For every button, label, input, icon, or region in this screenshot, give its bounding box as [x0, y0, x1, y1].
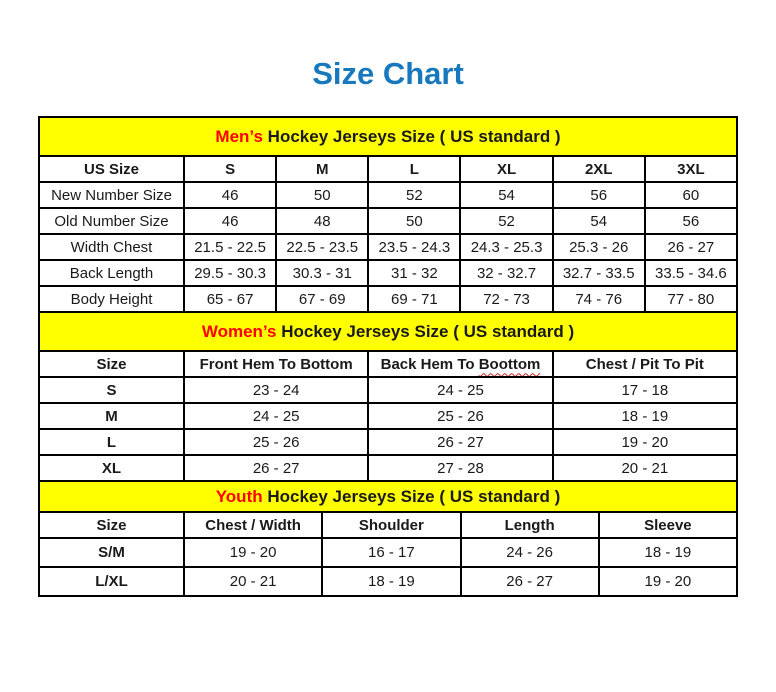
mens-value-cell: 23.5 - 24.3 — [368, 234, 460, 260]
youth-value-cell: 19 - 20 — [599, 567, 737, 596]
womens-value-cell: 25 - 26 — [184, 429, 368, 455]
womens-value-cell: 27 - 28 — [368, 455, 552, 481]
youth-table-row — [39, 538, 737, 567]
mens-value-cell: 67 - 69 — [276, 286, 368, 312]
womens-value-cell: 20 - 21 — [553, 455, 737, 481]
mens-value-cell: 26 - 27 — [645, 234, 737, 260]
youth-value-cell: 16 - 17 — [322, 538, 460, 567]
mens-row-label: Width Chest — [39, 234, 184, 260]
mens-header-row — [39, 156, 737, 182]
mens-value-cell: 21.5 - 22.5 — [184, 234, 276, 260]
womens-row-label: L — [39, 429, 184, 455]
youth-col-header: Length — [461, 512, 599, 538]
youth-band-accent: Youth — [215, 486, 263, 506]
page-title: Size Chart — [312, 56, 464, 91]
womens-value-cell: 24 - 25 — [368, 377, 552, 403]
mens-value-cell: 56 — [645, 208, 737, 234]
youth-value-cell: 19 - 20 — [184, 538, 322, 567]
womens-table-row — [39, 429, 737, 455]
mens-value-cell: 50 — [276, 182, 368, 208]
womens-col-header: Size — [39, 351, 184, 377]
youth-value-cell: 24 - 26 — [461, 538, 599, 567]
womens-row-label: M — [39, 403, 184, 429]
mens-table-row — [39, 286, 737, 312]
youth-band-row — [39, 481, 737, 512]
mens-table-row — [39, 260, 737, 286]
womens-band-accent: Women’s — [201, 321, 277, 341]
size-chart-container — [38, 116, 738, 597]
mens-col-header: XL — [460, 156, 552, 182]
mens-band-cell — [39, 117, 737, 156]
mens-row-label: Back Length — [39, 260, 184, 286]
womens-col-header: Back Hem To Boottom — [368, 351, 552, 377]
mens-value-cell: 48 — [276, 208, 368, 234]
womens-col-header: Chest / Pit To Pit — [553, 351, 737, 377]
mens-table-row — [39, 182, 737, 208]
youth-col-header: Sleeve — [599, 512, 737, 538]
womens-value-cell: 18 - 19 — [553, 403, 737, 429]
youth-size-table — [38, 480, 738, 597]
mens-row-label: Old Number Size — [39, 208, 184, 234]
mens-value-cell: 22.5 - 23.5 — [276, 234, 368, 260]
womens-table-body — [39, 377, 737, 481]
mens-value-cell: 52 — [368, 182, 460, 208]
mens-band-text: Hockey Jerseys Size ( US standard ) — [262, 126, 561, 146]
youth-table-body — [39, 538, 737, 596]
womens-table-row — [39, 403, 737, 429]
youth-value-cell: 26 - 27 — [461, 567, 599, 596]
mens-col-header: M — [276, 156, 368, 182]
mens-row-label: New Number Size — [39, 182, 184, 208]
youth-header-row — [39, 512, 737, 538]
womens-row-label: S — [39, 377, 184, 403]
youth-table-row — [39, 567, 737, 596]
mens-value-cell: 69 - 71 — [368, 286, 460, 312]
mens-value-cell: 72 - 73 — [460, 286, 552, 312]
womens-header-row — [39, 351, 737, 377]
womens-value-cell: 23 - 24 — [184, 377, 368, 403]
mens-row-label: Body Height — [39, 286, 184, 312]
mens-value-cell: 32.7 - 33.5 — [553, 260, 645, 286]
mens-table-row — [39, 208, 737, 234]
mens-col-header: L — [368, 156, 460, 182]
mens-value-cell: 33.5 - 34.6 — [645, 260, 737, 286]
womens-value-cell: 26 - 27 — [368, 429, 552, 455]
mens-value-cell: 56 — [553, 182, 645, 208]
womens-value-cell: 24 - 25 — [184, 403, 368, 429]
womens-band-text: Hockey Jerseys Size ( US standard ) — [276, 321, 575, 341]
womens-table-row — [39, 377, 737, 403]
mens-band-row — [39, 117, 737, 156]
womens-size-table — [38, 311, 738, 482]
misspelled-word: Boottom — [478, 355, 541, 373]
womens-band-row — [39, 312, 737, 351]
youth-value-cell: 20 - 21 — [184, 567, 322, 596]
mens-value-cell: 29.5 - 30.3 — [184, 260, 276, 286]
youth-col-header: Size — [39, 512, 184, 538]
mens-value-cell: 24.3 - 25.3 — [460, 234, 552, 260]
mens-value-cell: 54 — [553, 208, 645, 234]
youth-value-cell: 18 - 19 — [599, 538, 737, 567]
youth-row-label: S/M — [39, 538, 184, 567]
youth-col-header: Shoulder — [322, 512, 460, 538]
mens-value-cell: 31 - 32 — [368, 260, 460, 286]
womens-value-cell: 17 - 18 — [553, 377, 737, 403]
womens-value-cell: 25 - 26 — [368, 403, 552, 429]
mens-value-cell: 50 — [368, 208, 460, 234]
mens-col-header: 2XL — [553, 156, 645, 182]
youth-col-header: Chest / Width — [184, 512, 322, 538]
mens-table-body — [39, 182, 737, 312]
mens-value-cell: 32 - 32.7 — [460, 260, 552, 286]
youth-row-label: L/XL — [39, 567, 184, 596]
mens-value-cell: 46 — [184, 182, 276, 208]
mens-value-cell: 52 — [460, 208, 552, 234]
mens-value-cell: 30.3 - 31 — [276, 260, 368, 286]
mens-col-header: S — [184, 156, 276, 182]
mens-value-cell: 60 — [645, 182, 737, 208]
womens-value-cell: 26 - 27 — [184, 455, 368, 481]
womens-row-label: XL — [39, 455, 184, 481]
youth-value-cell: 18 - 19 — [322, 567, 460, 596]
mens-band-accent: Men’s — [215, 126, 263, 146]
womens-value-cell: 19 - 20 — [553, 429, 737, 455]
womens-band-cell — [39, 312, 737, 351]
mens-col-header: 3XL — [645, 156, 737, 182]
youth-band-cell — [39, 481, 737, 512]
womens-col-header: Front Hem To Bottom — [184, 351, 368, 377]
mens-value-cell: 46 — [184, 208, 276, 234]
mens-size-table — [38, 116, 738, 313]
youth-band-text: Hockey Jerseys Size ( US standard ) — [262, 486, 561, 506]
mens-col-header: US Size — [39, 156, 184, 182]
mens-table-row — [39, 234, 737, 260]
womens-table-row — [39, 455, 737, 481]
mens-value-cell: 65 - 67 — [184, 286, 276, 312]
mens-value-cell: 77 - 80 — [645, 286, 737, 312]
mens-value-cell: 25.3 - 26 — [553, 234, 645, 260]
mens-value-cell: 54 — [460, 182, 552, 208]
mens-value-cell: 74 - 76 — [553, 286, 645, 312]
